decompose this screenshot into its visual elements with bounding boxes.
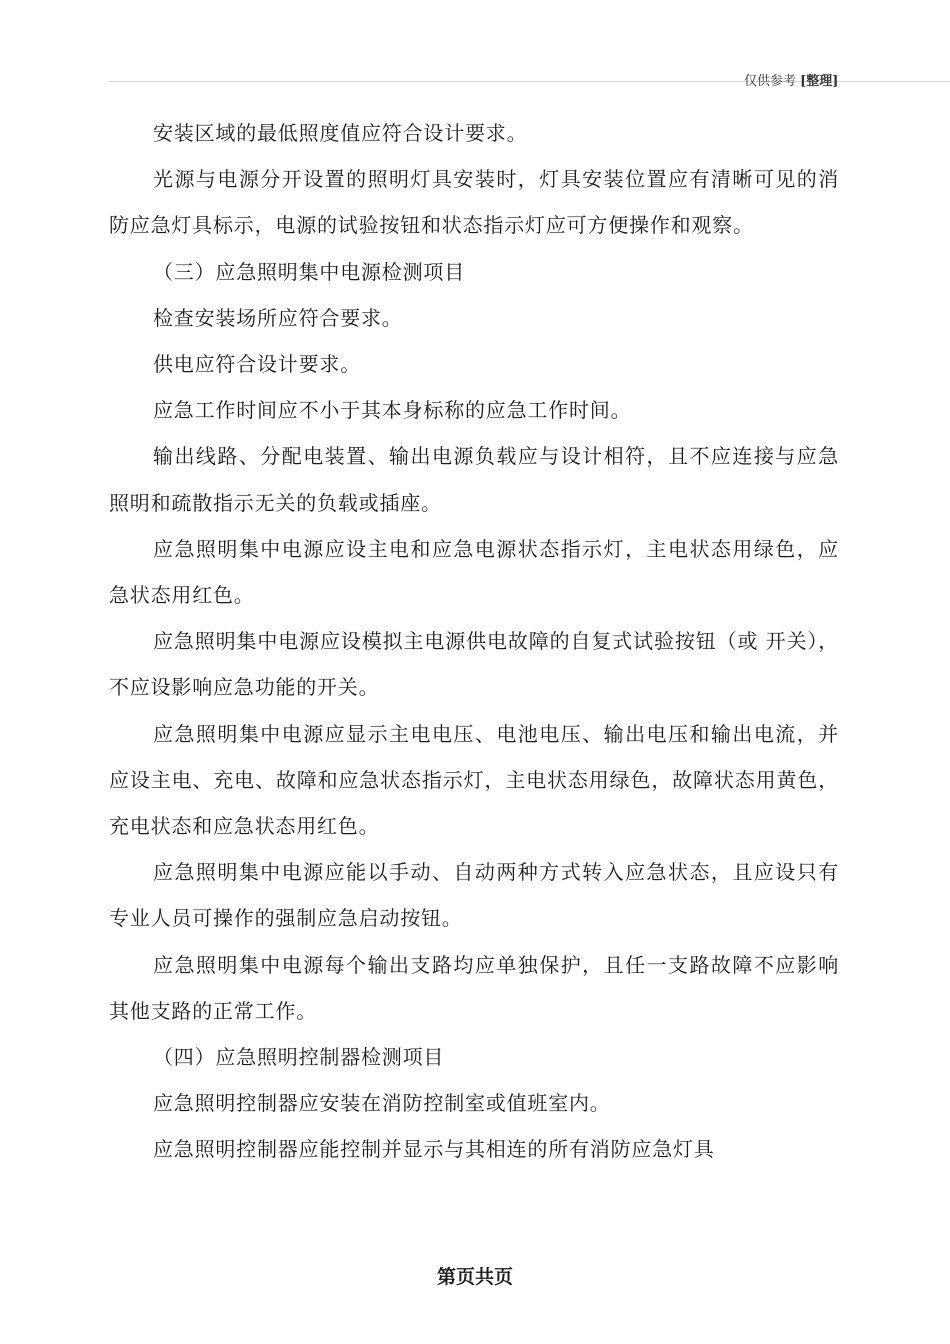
paragraph: 检查安装场所应符合要求。 xyxy=(153,305,403,330)
paragraph: 应急照明控制器应安装在消防控制室或值班室内。 xyxy=(153,1091,611,1116)
paragraph: 应急照明集中电源应能以手动、自动两种方式转入应急状态，且应设只有专业人员可操作的强制应急启动按钮。 xyxy=(109,860,839,931)
paragraph: 供电应符合设计要求。 xyxy=(153,352,361,377)
header-note-text: 仅供参考 xyxy=(744,74,797,89)
paragraph: 光源与电源分开设置的照明灯具安装时，灯具安装位置应有清晰可见的消防应急灯具标示，电源的试验按钮和状态指示灯应可方便操作和观察。 xyxy=(109,167,839,238)
paragraph: 应急工作时间应不小于其本身标称的应急工作时间。 xyxy=(153,398,632,423)
paragraph: 输出线路、分配电装置、输出电源负载应与设计相符，且不应连接与应急照明和疏散指示无关的负载或插座。 xyxy=(109,444,839,515)
paragraph: 应急照明控制器应能控制并显示与其相连的所有消防应急灯具 xyxy=(153,1137,715,1162)
header-note-bracket: [整理] xyxy=(800,74,839,89)
paragraph: 应急照明集中电源每个输出支路均应单独保护，且任一支路故障不应影响其他支路的正常工作。 xyxy=(109,952,839,1023)
section-heading: （四）应急照明控制器检测项目 xyxy=(153,1045,445,1070)
paragraph: 应急照明集中电源应显示主电电压、电池电压、输出电压和输出电流，并应设主电、充电、故障和应急状态指示灯，主电状态用绿色，故障状态用黄色，充电状态和应急状态用红色。 xyxy=(109,721,839,839)
paragraph: 安装区域的最低照度值应符合设计要求。 xyxy=(153,121,528,145)
paragraph: 应急照明集中电源应设模拟主电源供电故障的自复式试验按钮（或 开关），不应设影响应急功能的开关。 xyxy=(109,629,839,700)
header-note xyxy=(744,72,840,91)
page-footer: 第页共页 xyxy=(436,1266,513,1288)
section-heading: （三）应急照明集中电源检测项目 xyxy=(153,259,465,284)
paragraph: 应急照明集中电源应设主电和应急电源状态指示灯，主电状态用绿色，应急状态用红色。 xyxy=(109,536,839,608)
document-body xyxy=(109,110,839,1173)
